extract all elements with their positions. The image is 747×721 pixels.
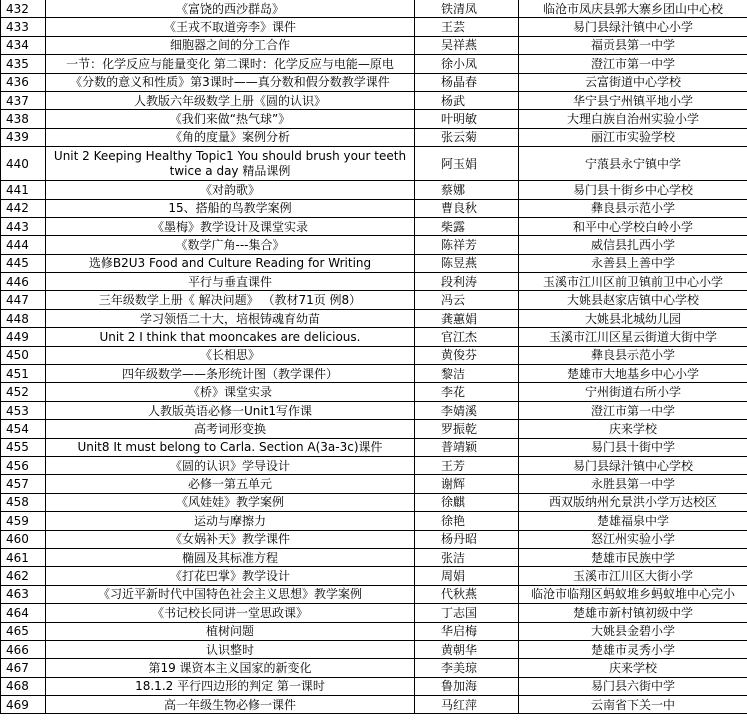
author-cell: 李美琼 — [415, 659, 519, 677]
school-cell: 彝良县示范小学 — [519, 346, 747, 364]
row-number-cell: 450 — [1, 346, 46, 364]
school-cell: 永胜县第一中学 — [519, 475, 747, 493]
author-cell: 蔡娜 — [415, 181, 519, 199]
row-number-cell: 457 — [1, 475, 46, 493]
table-body — [1, 0, 747, 714]
table-row — [1, 622, 747, 640]
table-row — [1, 659, 747, 677]
table-row — [1, 567, 747, 585]
title-cell: Unit 2 Keeping Healthy Topic1 You should brush your teeth twice a day 精品课例 — [46, 147, 415, 181]
author-cell: 马红萍 — [415, 696, 519, 714]
author-cell: 柴露 — [415, 217, 519, 235]
row-number-cell: 432 — [1, 0, 46, 18]
school-cell: 怒江州实验小学 — [519, 530, 747, 548]
table-row — [1, 383, 747, 401]
author-cell: 徐艳 — [415, 512, 519, 530]
row-number-cell: 449 — [1, 328, 46, 346]
row-number-cell: 444 — [1, 236, 46, 254]
title-cell: 《圆的认识》学导设计 — [46, 456, 415, 474]
author-cell: 丁志国 — [415, 604, 519, 622]
title-cell: Unit 2 I think that mooncakes are delicious. — [46, 328, 415, 346]
row-number-cell: 459 — [1, 512, 46, 530]
school-cell: 临沧市凤庆县郭大寨乡团山中心校 — [519, 0, 747, 18]
author-cell: 杨武 — [415, 91, 519, 109]
title-cell: 《书记校长同讲一堂思政课》 — [46, 604, 415, 622]
author-cell: 叶明敏 — [415, 110, 519, 128]
author-cell: 杨晶春 — [415, 73, 519, 91]
title-cell: 高一年级生物必修一课件 — [46, 696, 415, 714]
author-cell: 杨丹昭 — [415, 530, 519, 548]
author-cell: 王芸 — [415, 18, 519, 36]
row-number-cell: 467 — [1, 659, 46, 677]
school-cell: 楚雄市灵秀小学 — [519, 640, 747, 658]
table-row — [1, 548, 747, 566]
title-cell: 《墨梅》教学设计及课堂实录 — [46, 217, 415, 235]
school-cell: 庆来学校 — [519, 659, 747, 677]
author-cell: 铁清凤 — [415, 0, 519, 18]
school-cell: 彝良县示范小学 — [519, 199, 747, 217]
row-number-cell: 466 — [1, 640, 46, 658]
row-number-cell: 447 — [1, 291, 46, 309]
author-cell: 周娟 — [415, 567, 519, 585]
author-cell: 龚蕙娟 — [415, 309, 519, 327]
row-number-cell: 451 — [1, 365, 46, 383]
table-row — [1, 309, 747, 327]
row-number-cell: 468 — [1, 677, 46, 695]
table-row — [1, 438, 747, 456]
school-cell: 丽江市实验学校 — [519, 128, 747, 146]
title-cell: 第19 课资本主义国家的新变化 — [46, 659, 415, 677]
title-cell: 植树问题 — [46, 622, 415, 640]
row-number-cell: 436 — [1, 73, 46, 91]
author-cell: 曹良秋 — [415, 199, 519, 217]
table-row — [1, 0, 747, 18]
title-cell: 平行与垂直课件 — [46, 273, 415, 291]
author-cell: 鲁加海 — [415, 677, 519, 695]
table-row — [1, 512, 747, 530]
title-cell: 椭圆及其标准方程 — [46, 548, 415, 566]
row-number-cell: 435 — [1, 55, 46, 73]
row-number-cell: 443 — [1, 217, 46, 235]
author-cell: 官江杰 — [415, 328, 519, 346]
title-cell: 18.1.2 平行四边形的判定 第一课时 — [46, 677, 415, 695]
author-cell: 陈祥芳 — [415, 236, 519, 254]
title-cell: 《风娃娃》教学案例 — [46, 493, 415, 511]
title-cell: 学习领悟二十大，培根铸魂育幼苗 — [46, 309, 415, 327]
table-row — [1, 18, 747, 36]
school-cell: 云富街道中心学校 — [519, 73, 747, 91]
title-cell: 《桥》课堂实录 — [46, 383, 415, 401]
table-row — [1, 128, 747, 146]
row-number-cell: 469 — [1, 696, 46, 714]
row-number-cell: 448 — [1, 309, 46, 327]
school-cell: 威信县扎西小学 — [519, 236, 747, 254]
author-cell: 陈昱燕 — [415, 254, 519, 272]
table-row — [1, 254, 747, 272]
author-cell: 王芳 — [415, 456, 519, 474]
table-row — [1, 493, 747, 511]
author-cell: 谢辉 — [415, 475, 519, 493]
row-number-cell: 454 — [1, 420, 46, 438]
school-cell: 澄江市第一中学 — [519, 55, 747, 73]
title-cell: 细胞器之间的分工合作 — [46, 36, 415, 54]
title-cell: 三年级数学上册《 解决问题》 （教材71页 例8） — [46, 291, 415, 309]
school-cell: 易门县十街乡中心学校 — [519, 181, 747, 199]
row-number-cell: 442 — [1, 199, 46, 217]
title-cell: 选修B2U3 Food and Culture Reading for Writing — [46, 254, 415, 272]
row-number-cell: 440 — [1, 147, 46, 181]
title-cell: 《角的度量》案例分析 — [46, 128, 415, 146]
author-cell: 罗振乾 — [415, 420, 519, 438]
table-row — [1, 604, 747, 622]
table-row — [1, 456, 747, 474]
school-cell: 永善县上善中学 — [519, 254, 747, 272]
author-cell: 徐小凤 — [415, 55, 519, 73]
school-cell: 楚雄市民族中学 — [519, 548, 747, 566]
title-cell: 《分数的意义和性质》第3课时——真分数和假分数教学课件 — [46, 73, 415, 91]
author-cell: 黄朝华 — [415, 640, 519, 658]
table-row — [1, 181, 747, 199]
table-row — [1, 91, 747, 109]
school-cell: 大姚县金碧小学 — [519, 622, 747, 640]
school-cell: 玉溪市江川区前卫镇前卫中心小学 — [519, 273, 747, 291]
title-cell: 运动与摩擦力 — [46, 512, 415, 530]
title-cell: 认识整时 — [46, 640, 415, 658]
author-cell: 张云菊 — [415, 128, 519, 146]
title-cell: 《习近平新时代中国特色社会主义思想》教学案例 — [46, 585, 415, 603]
table-row — [1, 585, 747, 603]
school-cell: 云南省下关一中 — [519, 696, 747, 714]
row-number-cell: 446 — [1, 273, 46, 291]
row-number-cell: 439 — [1, 128, 46, 146]
row-number-cell: 441 — [1, 181, 46, 199]
school-cell: 玉溪市江川区星云街道大街中学 — [519, 328, 747, 346]
table-row — [1, 401, 747, 419]
author-cell: 阿玉娟 — [415, 147, 519, 181]
row-number-cell: 452 — [1, 383, 46, 401]
school-cell: 楚雄福泉中学 — [519, 512, 747, 530]
table-row — [1, 475, 747, 493]
table-row — [1, 217, 747, 235]
school-cell: 宁蒗县永宁镇中学 — [519, 147, 747, 181]
title-cell: 《长相思》 — [46, 346, 415, 364]
title-cell: 《王戎不取道旁李》课件 — [46, 18, 415, 36]
author-cell: 段利涛 — [415, 273, 519, 291]
school-cell: 宁州街道右所小学 — [519, 383, 747, 401]
table-row — [1, 36, 747, 54]
school-cell: 玉溪市江川区大街小学 — [519, 567, 747, 585]
author-cell: 徐麒 — [415, 493, 519, 511]
row-number-cell: 463 — [1, 585, 46, 603]
row-number-cell: 460 — [1, 530, 46, 548]
school-cell: 大姚县赵家店镇中心学校 — [519, 291, 747, 309]
row-number-cell: 438 — [1, 110, 46, 128]
row-number-cell: 433 — [1, 18, 46, 36]
author-cell: 华启梅 — [415, 622, 519, 640]
table-row — [1, 273, 747, 291]
table-row — [1, 291, 747, 309]
title-cell: 《富饶的西沙群岛》 — [46, 0, 415, 18]
row-number-cell: 445 — [1, 254, 46, 272]
school-cell: 易门县十街中学 — [519, 438, 747, 456]
title-cell: 《打花巴掌》教学设计 — [46, 567, 415, 585]
table-row — [1, 199, 747, 217]
table-row — [1, 236, 747, 254]
title-cell: 必修一第五单元 — [46, 475, 415, 493]
school-cell: 易门县绿汁镇中心学校 — [519, 456, 747, 474]
author-cell: 张洁 — [415, 548, 519, 566]
table-row — [1, 365, 747, 383]
school-cell: 澄江市第一中学 — [519, 401, 747, 419]
author-cell: 黄俊芬 — [415, 346, 519, 364]
table-row — [1, 420, 747, 438]
school-cell: 易门县绿汁镇中心小学 — [519, 18, 747, 36]
row-number-cell: 434 — [1, 36, 46, 54]
author-cell: 普靖颖 — [415, 438, 519, 456]
school-cell: 临沧市临翔区蚂蚁堆乡蚂蚁堆中心完小 — [519, 585, 747, 603]
title-cell: 四年级数学——条形统计图（教学课件） — [46, 365, 415, 383]
title-cell: Unit8 It must belong to Carla. Section A(3a-3c)课件 — [46, 438, 415, 456]
row-number-cell: 437 — [1, 91, 46, 109]
author-cell: 黎洁 — [415, 365, 519, 383]
row-number-cell: 462 — [1, 567, 46, 585]
title-cell: 《我们来做“热气球”》 — [46, 110, 415, 128]
author-cell: 李婧溪 — [415, 401, 519, 419]
table-row — [1, 640, 747, 658]
table-row — [1, 55, 747, 73]
school-cell: 易门县六街中学 — [519, 677, 747, 695]
table-row — [1, 530, 747, 548]
row-number-cell: 461 — [1, 548, 46, 566]
title-cell: 人教版六年级数学上册《圆的认识》 — [46, 91, 415, 109]
table-row — [1, 346, 747, 364]
author-cell: 李花 — [415, 383, 519, 401]
table-row — [1, 73, 747, 91]
title-cell: 高考词形变换 — [46, 420, 415, 438]
table-row — [1, 696, 747, 714]
school-cell: 楚雄市新村镇初级中学 — [519, 604, 747, 622]
row-number-cell: 464 — [1, 604, 46, 622]
school-cell: 福贡县第一中学 — [519, 36, 747, 54]
school-cell: 和平中心学校白岭小学 — [519, 217, 747, 235]
title-cell: 《数学广角---集合》 — [46, 236, 415, 254]
title-cell: 《女娲补天》教学课件 — [46, 530, 415, 548]
row-number-cell: 455 — [1, 438, 46, 456]
row-number-cell: 465 — [1, 622, 46, 640]
table-row — [1, 677, 747, 695]
school-cell: 华宁县宁州镇平地小学 — [519, 91, 747, 109]
school-cell: 楚雄市大地基乡中心小学 — [519, 365, 747, 383]
table-row — [1, 147, 747, 181]
title-cell: 《对韵歌》 — [46, 181, 415, 199]
table-row — [1, 110, 747, 128]
row-number-cell: 453 — [1, 401, 46, 419]
title-cell: 15、搭船的鸟教学案例 — [46, 199, 415, 217]
school-cell: 大理白族自治州实验小学 — [519, 110, 747, 128]
title-cell: 一节：化学反应与能量变化 第二课时：化学反应与电能—原电 — [46, 55, 415, 73]
author-cell: 吴祥燕 — [415, 36, 519, 54]
school-cell: 庆来学校 — [519, 420, 747, 438]
school-cell: 大姚县北城幼儿园 — [519, 309, 747, 327]
author-cell: 冯云 — [415, 291, 519, 309]
row-number-cell: 456 — [1, 456, 46, 474]
title-cell: 人教版英语必修一Unit1写作课 — [46, 401, 415, 419]
author-cell: 代秋燕 — [415, 585, 519, 603]
school-cell: 西双版纳州允景洪小学万达校区 — [519, 493, 747, 511]
row-number-cell: 458 — [1, 493, 46, 511]
table-row — [1, 328, 747, 346]
